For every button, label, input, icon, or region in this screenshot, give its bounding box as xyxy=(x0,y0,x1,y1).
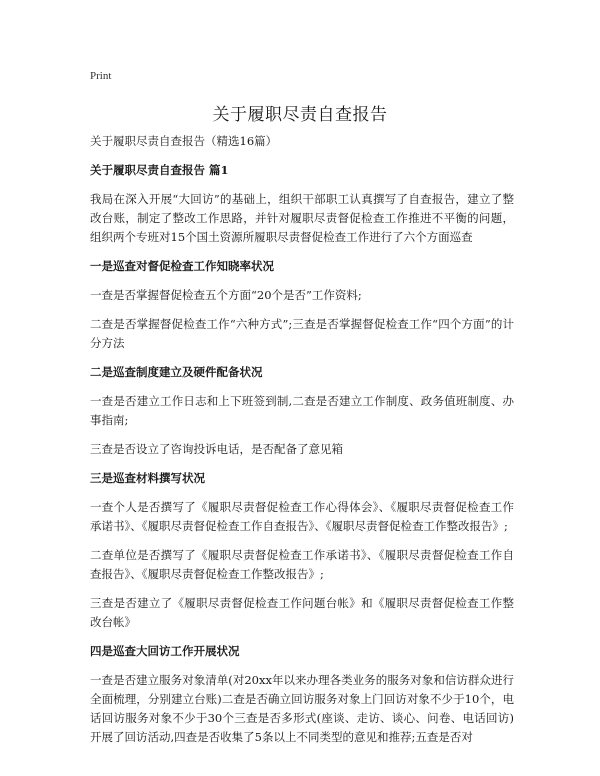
section2-paragraph-1: 一查是否建立工作日志和上下班签到制,二查是否建立工作制度、政务值班制度、办事指南; xyxy=(90,394,514,427)
section-heading-3: 三是巡查材料撰写状况 xyxy=(90,471,205,485)
article-heading: 关于履职尽责自查报告 篇1 xyxy=(90,163,229,177)
document-body xyxy=(90,132,514,757)
section3-paragraph-3: 三查是否建立了《履职尽责督促检查工作问题台帐》和《履职尽责督促检查工作整改台帐》 xyxy=(90,596,514,629)
section2-paragraph-2: 三查是否设立了咨询投诉电话，是否配备了意见箱 xyxy=(90,442,343,456)
section1-paragraph-1: 一查是否掌握督促检查五个方面“20个是否”工作资料; xyxy=(90,288,362,302)
section-heading-1: 一是巡查对督促检查工作知晓率状况 xyxy=(90,259,274,273)
intro-paragraph: 我局在深入开展“大回访”的基础上，组织干部职工认真撰写了自查报告，建立了整改台账，制定了整改工作思路，并针对履职尽责督促检查工作推进不平衡的问题，组织两个专班对15个国土资源所履职尽责督促检查工作进行了六个方面巡查 xyxy=(90,192,514,244)
section-heading-2: 二是巡查制度建立及硬件配备状况 xyxy=(90,365,263,379)
section-heading-4: 四是巡查大回访工作开展状况 xyxy=(90,644,240,658)
page-title: 关于履职尽责自查报告 xyxy=(212,105,388,125)
section3-paragraph-1: 一查个人是否撰写了《履职尽责督促检查工作心得体会》、《履职尽责督促检查工作承诺书》、《履职尽责督促检查工作自查报告》、《履职尽责督促检查工作整改报告》; xyxy=(90,500,514,533)
section3-paragraph-2: 二查单位是否撰写了《履职尽责督促检查工作承诺书》、《履职尽责督促检查工作自查报告》、《履职尽责督促检查工作整改报告》; xyxy=(90,548,514,581)
print-label: Print xyxy=(90,70,112,82)
document-subtitle: 关于履职尽责自查报告（精选16篇） xyxy=(90,134,278,148)
section1-paragraph-2: 二查是否掌握督促检查工作“六种方式”;三查是否掌握督促检查工作“四个方面”的计分方法 xyxy=(90,317,514,350)
section4-paragraph-1: 一查是否建立服务对象清单(对20xx年以来办理各类业务的服务对象和信访群众进行全面梳理，分别建立台账)二查是否确立回访服务对象上门回访对象不少于10个，电话回访服务对象不少于30个三查是否多形式(座谈、走访、谈心、问卷、电话回访)开展了回访活动,四查是否收集了5条以上不同类型的意见和推荐;五查是否对 xyxy=(90,673,514,744)
